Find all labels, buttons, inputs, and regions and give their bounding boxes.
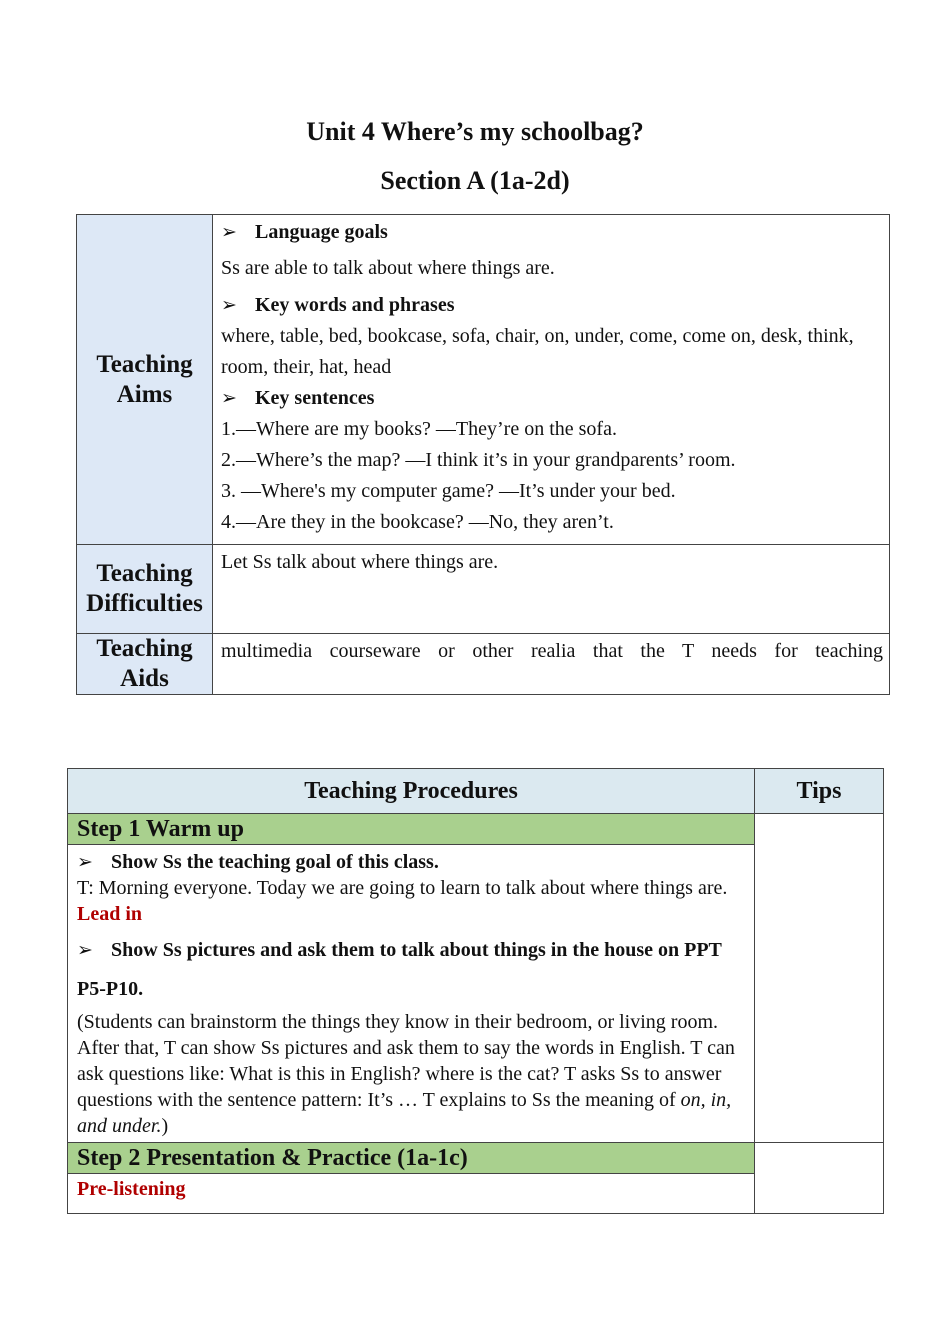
teaching-difficulties-label: Teaching Difficulties [77, 545, 213, 634]
teaching-aids-text: multimedia courseware or other realia that the T needs for teaching [213, 634, 890, 695]
arrowhead-bullet-icon: ➢ [221, 294, 237, 316]
key-sentence: 1.—Where are my books? —They’re on the sofa. [221, 418, 617, 440]
tips-header: Tips [755, 769, 884, 814]
teacher-greeting-text: T: Morning everyone. Today we are going to learn to talk about where things are. [77, 877, 728, 899]
show-pictures-text: ➢ Show Ss pictures and ask them to talk about things in the house on PPT P5-P10. [77, 939, 722, 1000]
key-sentence: 2.—Where’s the map? —I think it’s in your grandparents’ room. [221, 449, 736, 471]
step2-content [68, 1174, 755, 1214]
show-goal-text: Show Ss the teaching goal of this class. [111, 851, 439, 873]
key-sentences-bullet [221, 383, 883, 414]
section-subtitle: Section A (1a-2d) [380, 166, 570, 195]
teaching-aims-label: Teaching Aims [77, 215, 213, 545]
key-words-text: where, table, bed, bookcase, sofa, chair, on, under, come, come on, desk, think, room, their, hat, head [221, 325, 854, 378]
language-goals-bullet [221, 217, 883, 248]
teaching-aims-content [213, 215, 890, 545]
brainstorm-paragraph: (Students can brainstorm the things they know in their bedroom, or living room. After that, T can show Ss pictures and ask them to say the words in English. T can ask questions like: What is this in English? where is the cat? T asks Ss to answer questions with the sentence pattern: It’s … T explains to Ss the meaning of on, in, and under.) [77, 1011, 735, 1137]
pre-listening-label: Pre-listening [77, 1178, 186, 1200]
key-sentence: 3. —Where's my computer game? —It’s under your bed. [221, 480, 676, 502]
teaching-aids-label: Teaching Aids [77, 634, 213, 695]
step2-heading: Step 2 Presentation & Practice (1a-1c) [68, 1143, 755, 1174]
step2-tips-cell [755, 1143, 884, 1214]
teaching-procedures-table [67, 768, 884, 1214]
language-goals-text: Ss are able to talk about where things are. [221, 257, 555, 279]
arrowhead-bullet-icon: ➢ [221, 387, 237, 409]
key-words-bullet [221, 290, 883, 321]
step1-tips-cell [755, 814, 884, 1143]
lead-in-label: Lead in [77, 903, 143, 925]
document-title: Unit 4 Where’s my schoolbag? [306, 117, 644, 146]
teaching-aims-table [76, 214, 890, 695]
show-pictures-bullet [77, 931, 745, 1009]
key-sentence: 4.—Are they in the bookcase? —No, they aren’t. [221, 511, 614, 533]
key-sentences-heading: Key sentences [255, 387, 375, 409]
procedures-header: Teaching Procedures [68, 769, 755, 814]
teaching-difficulties-text: Let Ss talk about where things are. [213, 545, 890, 634]
step1-heading: Step 1 Warm up [68, 814, 755, 845]
step1-content [68, 845, 755, 1143]
arrowhead-bullet-icon: ➢ [221, 221, 237, 243]
language-goals-heading: Language goals [255, 221, 388, 243]
show-goal-bullet [77, 849, 745, 875]
prepositions-italic: on, in, and under. [77, 1089, 732, 1137]
arrowhead-bullet-icon: ➢ [77, 851, 93, 873]
key-words-heading: Key words and phrases [255, 294, 455, 316]
